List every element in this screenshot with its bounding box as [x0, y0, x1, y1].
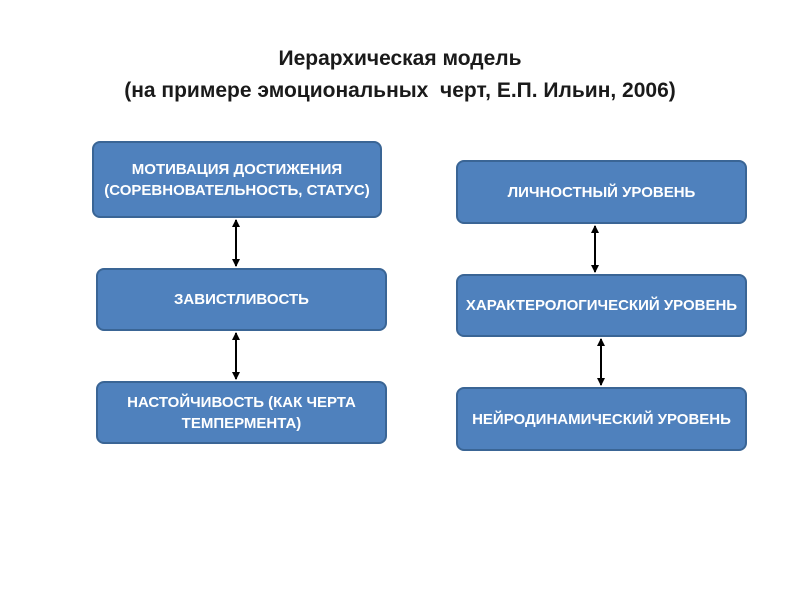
- box-personal-level-label: ЛИЧНОСТНЫЙ УРОВЕНЬ: [507, 183, 696, 201]
- box-motivation-label: МОТИВАЦИЯ ДОСТИЖЕНИЯ (СОРЕВНОВАТЕЛЬНОСТЬ, СТАТУС): [104, 160, 370, 199]
- box-characterological-level-label: ХАРАКТЕРОЛОГИЧЕСКИЙ УРОВЕНЬ: [465, 297, 738, 314]
- box-persistence-label: НАСТОЙЧИВОСТЬ (КАК ЧЕРТА ТЕМПЕРМЕНТА): [127, 393, 356, 432]
- title-line-2: (на примере эмоциональных черт, Е.П. Ильин, 2006): [124, 79, 676, 102]
- box-neurodynamic-level-label: НЕЙРОДИНАМИЧЕСКИЙ УРОВЕНЬ: [472, 410, 731, 428]
- title-line-1: Иерархическая модель: [278, 47, 522, 70]
- box-envy-label: ЗАВИСТЛИВОСТЬ: [174, 291, 309, 308]
